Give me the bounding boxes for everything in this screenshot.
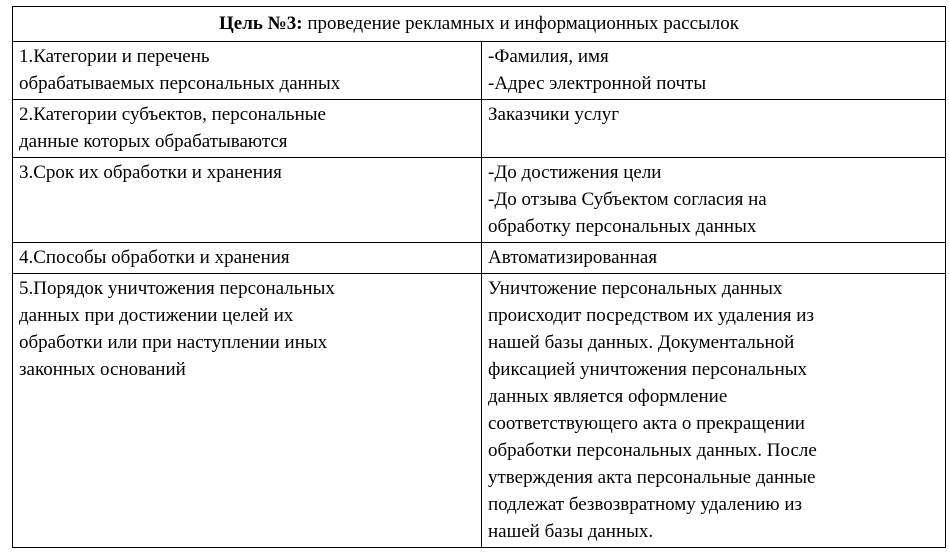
- row-value-line: Заказчики услуг: [488, 104, 620, 125]
- row-label-line: 5.Порядок уничтожения персональных: [19, 278, 335, 299]
- row-label-cell: [13, 274, 482, 548]
- row-value-line: утверждения акта персональные данные: [488, 467, 816, 488]
- row-label-cell: [13, 42, 482, 100]
- table-row: [13, 243, 946, 274]
- row-label-line: данных при достижении целей их: [19, 305, 294, 326]
- row-value-line: Автоматизированная: [488, 247, 658, 268]
- row-value-line: -До отзыва Субъектом согласия на: [488, 189, 767, 210]
- row-value-cell: [482, 42, 946, 100]
- row-value-line: данных является оформление: [488, 386, 728, 407]
- row-value-line: соответствующего акта о прекращении: [488, 413, 805, 434]
- row-label-line: обрабатываемых персональных данных: [19, 73, 341, 94]
- title-prefix: Цель №3:: [218, 13, 303, 34]
- title-text: проведение рекламных и информационных рассылок: [302, 13, 740, 34]
- row-value-line: нашей базы данных. Документальной: [488, 332, 795, 353]
- row-label-line: данные которых обрабатываются: [19, 131, 288, 152]
- row-label-line: 1.Категории и перечень: [19, 46, 210, 67]
- table-row: [13, 42, 946, 100]
- row-label-line: 2.Категории субъектов, персональные: [19, 104, 326, 125]
- row-label-cell: [13, 158, 482, 243]
- table-title-row: [13, 7, 946, 42]
- row-value-cell: [482, 158, 946, 243]
- table-title: [13, 7, 946, 42]
- personal-data-table: [12, 6, 946, 548]
- row-value-line: обработки персональных данных. После: [488, 440, 817, 461]
- row-value-cell: [482, 274, 946, 548]
- table-row: [13, 158, 946, 243]
- row-label-cell: [13, 100, 482, 158]
- row-value-line: обработку персональных данных: [488, 216, 757, 237]
- row-value-line: Уничтожение персональных данных: [488, 278, 783, 299]
- row-label-line: законных оснований: [19, 359, 186, 380]
- row-value-cell: [482, 100, 946, 158]
- row-label-cell: [13, 243, 482, 274]
- row-label-line: 4.Способы обработки и хранения: [19, 247, 290, 268]
- table-row: [13, 100, 946, 158]
- row-value-line: фиксацией уничтожения персональных: [488, 359, 808, 380]
- row-value-line: -Фамилия, имя: [488, 46, 609, 67]
- row-value-line: происходит посредством их удаления из: [488, 305, 814, 326]
- table-row: [13, 274, 946, 548]
- row-value-line: -Адрес электронной почты: [488, 73, 707, 94]
- row-value-line: нашей базы данных.: [488, 521, 654, 542]
- row-value-line: подлежат безвозвратному удалению из: [488, 494, 802, 515]
- row-value-cell: [482, 243, 946, 274]
- row-label-line: обработки или при наступлении иных: [19, 332, 328, 353]
- row-value-line: -До достижения цели: [488, 162, 662, 183]
- row-label-line: 3.Срок их обработки и хранения: [19, 162, 282, 183]
